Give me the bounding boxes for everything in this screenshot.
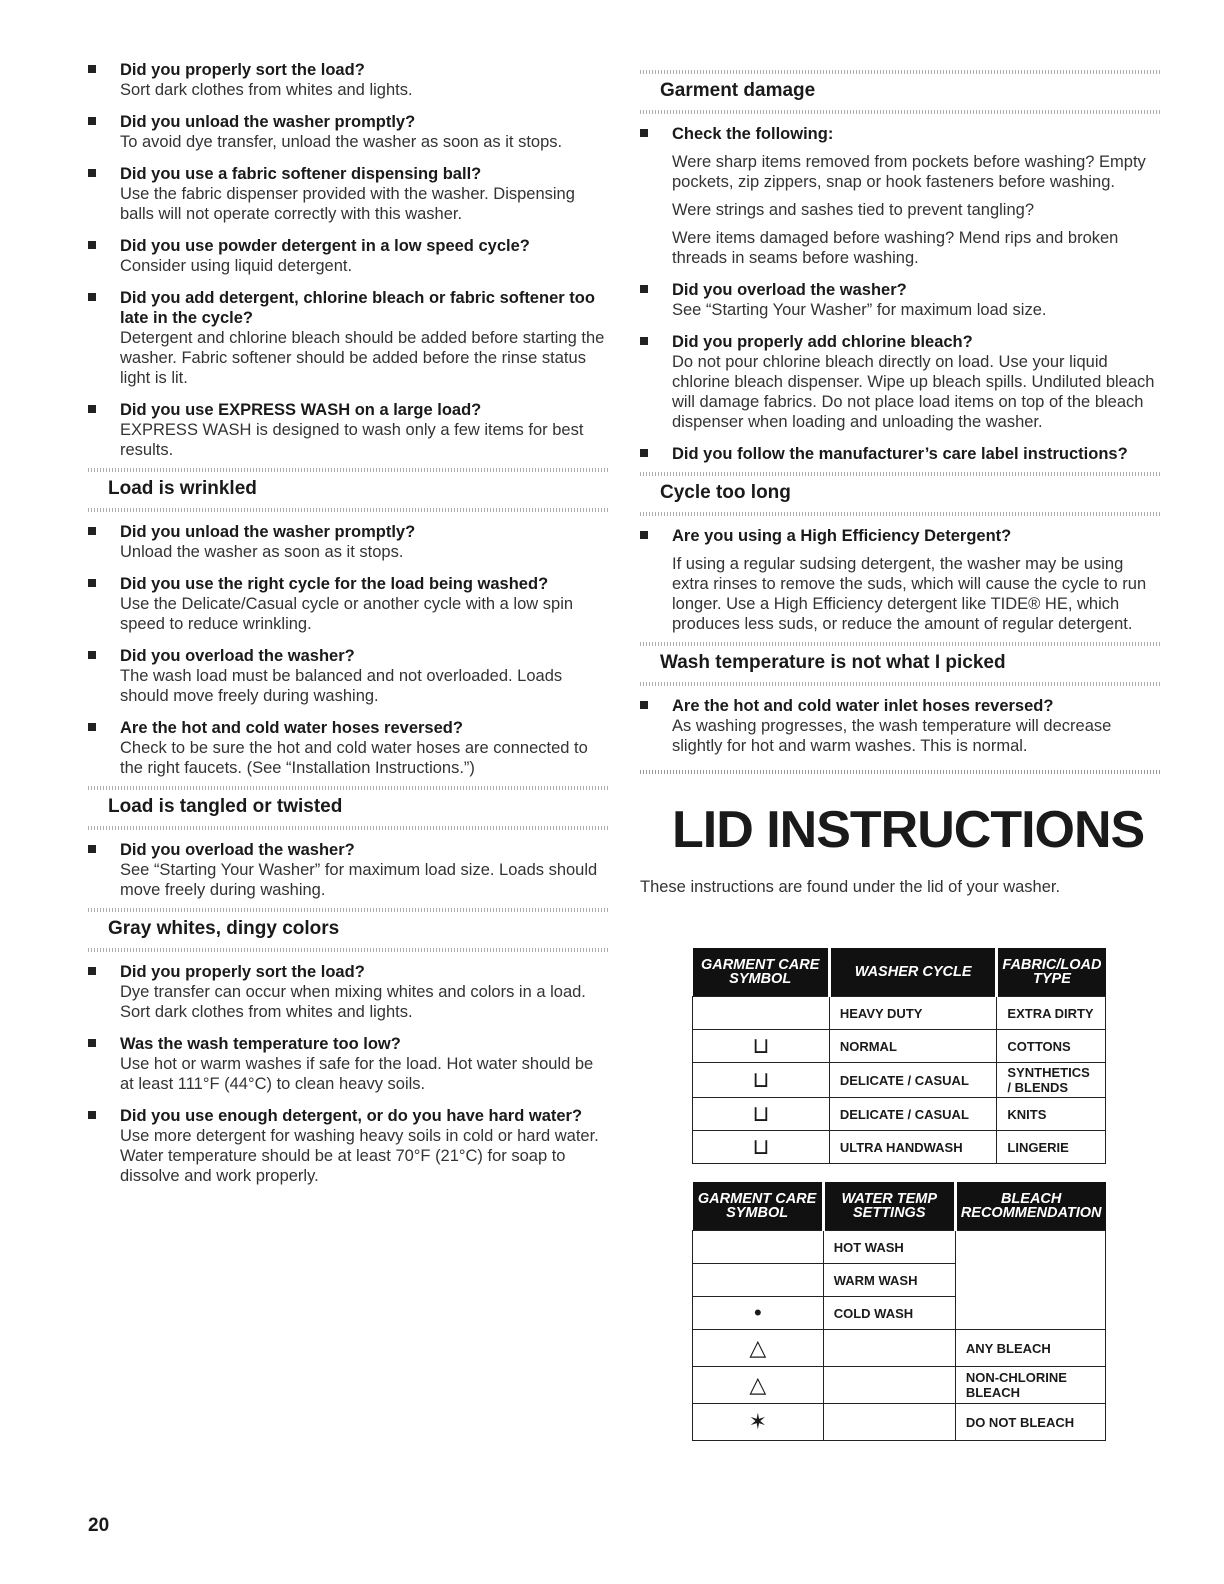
washer-cycle-table (692, 948, 1106, 1164)
table-cell: EXTRA DIRTY (997, 997, 1106, 1030)
care-symbol (693, 997, 830, 1030)
page-number: 20 (88, 1515, 110, 1536)
washtub-icon: ⊔ (693, 1098, 830, 1131)
bullet-icon (88, 405, 96, 413)
dot-icon: • (693, 1297, 824, 1330)
list-item: Did you overload the washer? See “Starting Your Washer” for maximum load size. Loads should move freely during washing. (88, 840, 610, 900)
section-title: Load is wrinkled (108, 478, 257, 499)
list-item: Did you unload the washer promptly? To avoid dye transfer, unload the washer as soon as it stops. (88, 112, 610, 152)
table-cell: COTTONS (997, 1030, 1106, 1063)
list-item: Did you use enough detergent, or do you have hard water? Use more detergent for washing heavy soils in cold or hard water. Water temperature should be at least 70°F (21°C) for soap to dissolve and work properly. (88, 1106, 610, 1186)
list-item: Did you add detergent, chlorine bleach or fabric softener too late in the cycle? Detergent and chlorine bleach should be added before starting the washer. Fabric softener should be added before the rinse status light is lit. (88, 288, 610, 388)
list-item: Did you properly add chlorine bleach? Do not pour chlorine bleach directly on load. Use your liquid chlorine bleach dispenser. Wipe up bleach spills. Undiluted bleach will damage fabrics. Do not place load items on top of the bleach dispenser when loading and unloading the washer. (640, 332, 1162, 432)
bullet-icon (88, 967, 96, 975)
section-title: Wash temperature is not what I picked (660, 652, 1006, 673)
table-header: GARMENT CARE SYMBOL (693, 1182, 824, 1231)
table-header: BLEACH RECOMMENDATION (955, 1182, 1105, 1231)
table-cell: WARM WASH (823, 1264, 955, 1297)
list-item: Did you unload the washer promptly? Unload the washer as soon as it stops. (88, 522, 610, 562)
table-row (693, 997, 1106, 1030)
table-cell: HOT WASH (823, 1231, 955, 1264)
section-title: Cycle too long (660, 482, 791, 503)
table-row (693, 1330, 1106, 1367)
table-cell (955, 1231, 1105, 1330)
divider (88, 908, 610, 912)
table-cell: KNITS (997, 1098, 1106, 1131)
table-row (693, 1404, 1106, 1441)
table-cell (823, 1404, 955, 1441)
striped-triangle-icon: △ (693, 1367, 824, 1404)
lid-intro: These instructions are found under the lid of your washer. (640, 878, 1061, 896)
bullet-icon (88, 169, 96, 177)
divider (88, 948, 610, 952)
section-title: Garment damage (660, 80, 816, 101)
table-row (693, 1030, 1106, 1063)
divider (640, 472, 1162, 476)
divider (640, 70, 1162, 74)
list-item: Did you use the right cycle for the load being washed? Use the Delicate/Casual cycle or another cycle with a low spin speed to reduce wrinkling. (88, 574, 610, 634)
washtub-icon: ⊔ (693, 1063, 830, 1098)
page-title: LID INSTRUCTIONS (672, 801, 1145, 859)
table-row (693, 1098, 1106, 1131)
intro-list (88, 60, 610, 460)
table-cell: COLD WASH (823, 1297, 955, 1330)
bullet-icon (640, 701, 648, 709)
bullet-icon (88, 241, 96, 249)
table-header: WASHER CYCLE (829, 948, 997, 997)
section-title: Load is tangled or twisted (108, 796, 343, 817)
table-cell (823, 1330, 955, 1367)
handwash-icon: ⊔ (693, 1131, 830, 1164)
divider (640, 512, 1162, 516)
list-item: Are the hot and cold water hoses reversed? Check to be sure the hot and cold water hoses are connected to the right faucets. (See “Installation Instructions.”) (88, 718, 610, 778)
bullet-icon (88, 1039, 96, 1047)
divider (88, 786, 610, 790)
section-heading (88, 914, 610, 946)
section-heading (640, 76, 1162, 108)
table-row (693, 1367, 1106, 1404)
divider (640, 770, 1162, 774)
divider (640, 682, 1162, 686)
divider (88, 826, 610, 830)
list-item: Are you using a High Efficiency Detergent? If using a regular sudsing detergent, the washer may be using extra rinses to remove the suds, which will cause the cycle to run longer. Use a High Efficiency detergent like TIDE® HE, which produces less suds, or reduce the amount of regular detergent. (640, 526, 1162, 634)
left-column (88, 60, 610, 1198)
section-title: Gray whites, dingy colors (108, 918, 340, 939)
right-column (640, 60, 1162, 913)
list-item: Did you overload the washer? See “Starting Your Washer” for maximum load size. (640, 280, 1162, 320)
care-symbol (693, 1264, 824, 1297)
divider (640, 642, 1162, 646)
table-cell: NORMAL (829, 1030, 997, 1063)
bullet-icon (88, 117, 96, 125)
list-item: Did you overload the washer? The wash load must be balanced and not overloaded. Loads should move freely during washing. (88, 646, 610, 706)
list-item: Did you follow the manufacturer’s care label instructions? (640, 444, 1162, 464)
triangle-icon: △ (693, 1330, 824, 1367)
table-cell: ANY BLEACH (955, 1330, 1105, 1367)
divider (88, 508, 610, 512)
bullet-icon (640, 449, 648, 457)
list-item: Did you use a fabric softener dispensing ball? Use the fabric dispenser provided with the washer. Dispensing balls will not operate correctly with this washer. (88, 164, 610, 224)
table-header: FABRIC/LOAD TYPE (997, 948, 1106, 997)
bullet-icon (88, 65, 96, 73)
table-cell: NON-CHLORINE BLEACH (955, 1367, 1105, 1404)
bullet-icon (88, 579, 96, 587)
table-cell: DELICATE / CASUAL (829, 1098, 997, 1131)
list-item: Did you properly sort the load? Dye transfer can occur when mixing whites and colors in a load. Sort dark clothes from whites and lights. (88, 962, 610, 1022)
list-item: Did you properly sort the load? Sort dark clothes from whites and lights. (88, 60, 610, 100)
bleach-table (692, 1182, 1106, 1441)
table-row (693, 1231, 1106, 1264)
bullet-icon (640, 285, 648, 293)
bullet-icon (88, 1111, 96, 1119)
table-cell (823, 1367, 955, 1404)
list-item: Was the wash temperature too low? Use hot or warm washes if safe for the load. Hot water should be at least 111°F (44°C) to clean heavy soils. (88, 1034, 610, 1094)
section-heading (640, 478, 1162, 510)
table-header: WATER TEMP SETTINGS (823, 1182, 955, 1231)
bullet-icon (640, 129, 648, 137)
section-heading (640, 648, 1162, 680)
list-item: Are the hot and cold water inlet hoses reversed? As washing progresses, the wash temperature will decrease slightly for hot and warm washes. This is normal. (640, 696, 1162, 756)
list-item: Did you use EXPRESS WASH on a large load? EXPRESS WASH is designed to wash only a few items for best results. (88, 400, 610, 460)
table-header: GARMENT CARE SYMBOL (693, 948, 830, 997)
washtub-icon: ⊔ (693, 1030, 830, 1063)
bullet-icon (88, 651, 96, 659)
bullet-icon (88, 845, 96, 853)
bullet-icon (640, 531, 648, 539)
table-cell: LINGERIE (997, 1131, 1106, 1164)
section-heading (88, 474, 610, 506)
crossed-triangle-icon: ✶ (693, 1404, 824, 1441)
list-item: Did you use powder detergent in a low speed cycle? Consider using liquid detergent. (88, 236, 610, 276)
bullet-icon (88, 527, 96, 535)
list-item: Check the following: Were sharp items removed from pockets before washing? Empty pockets, zip zippers, snap or hook fasteners before washing. Were strings and sashes tied to prevent tangling? Were items damaged before washing? Mend rips and broken threads in seams before washing. (640, 124, 1162, 268)
bullet-icon (640, 337, 648, 345)
bullet-icon (88, 293, 96, 301)
table-row (693, 1063, 1106, 1098)
table-cell: DELICATE / CASUAL (829, 1063, 997, 1098)
table-cell: ULTRA HANDWASH (829, 1131, 997, 1164)
divider (640, 110, 1162, 114)
divider (88, 468, 610, 472)
bullet-icon (88, 723, 96, 731)
table-row (693, 1131, 1106, 1164)
table-cell: DO NOT BLEACH (955, 1404, 1105, 1441)
table-cell: HEAVY DUTY (829, 997, 997, 1030)
care-symbol (693, 1231, 824, 1264)
section-heading (88, 792, 610, 824)
table-cell: SYNTHETICS / BLENDS (997, 1063, 1106, 1098)
